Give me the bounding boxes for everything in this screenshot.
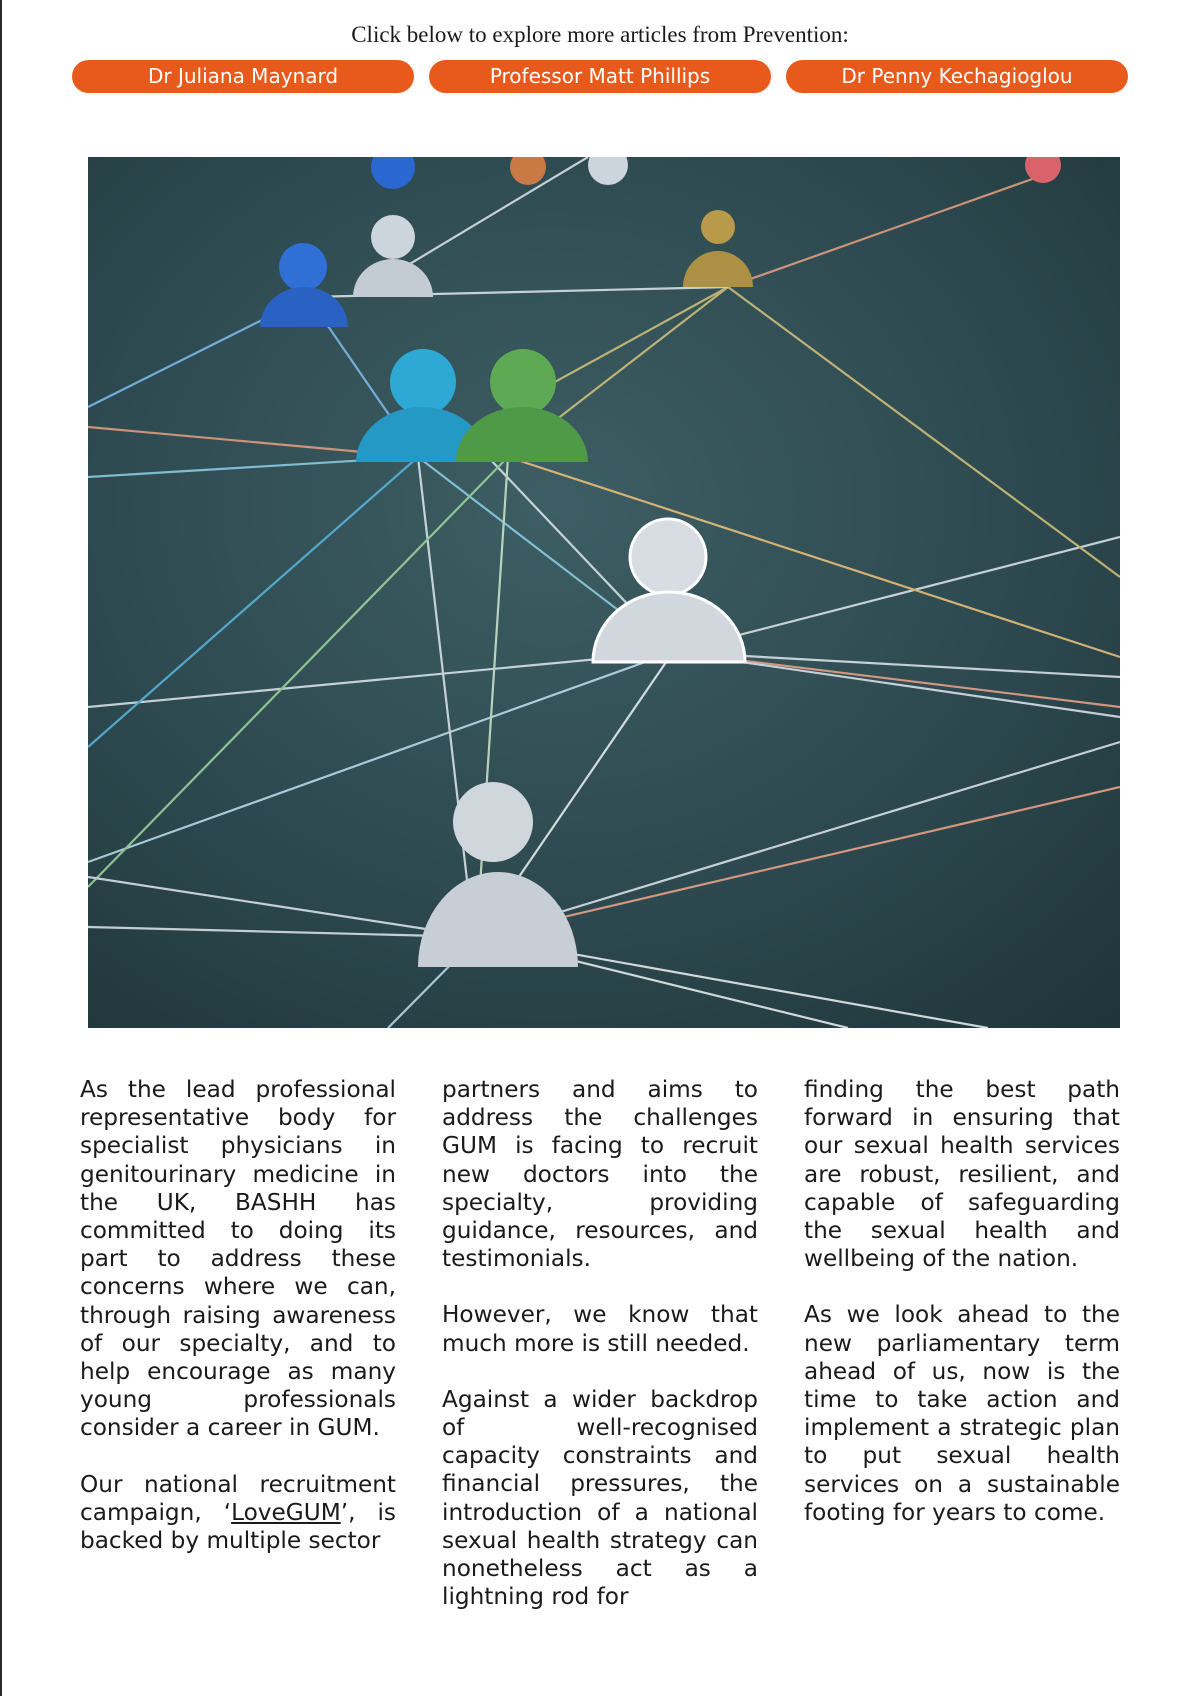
article-column-2 — [442, 1076, 758, 1639]
author-link-juliana-maynard[interactable]: Dr Juliana Maynard — [72, 60, 414, 93]
article-column-1 — [80, 1076, 396, 1583]
article-column-3 — [804, 1076, 1120, 1555]
image-background — [88, 157, 1120, 1028]
page-left-border — [0, 0, 2, 1696]
article-paragraph: As we look ahead to the new parliamentary term ahead of us, now is the time to take action and implement a strategic plan to put sexual health services on a sustainable footing for years to come. — [804, 1301, 1120, 1526]
lovegum-link[interactable]: LoveGUM — [231, 1498, 341, 1526]
article-text: ’, is backed by multiple sector — [80, 1498, 396, 1555]
article-paragraph: partners and aims to address the challenges GUM is facing to recruit new doctors into the specialty, providing guidance, resources, and testimonials. — [442, 1076, 758, 1273]
hero-image-network-figures — [88, 157, 1120, 1028]
article-paragraph: finding the best path forward in ensuring that our sexual health services are robust, resilient, and capable of safeguarding the sexual health and wellbeing of the nation. — [804, 1076, 1120, 1273]
network-illustration — [88, 157, 1120, 1028]
article-paragraph: However, we know that much more is still needed. — [442, 1301, 758, 1357]
article-paragraph: Against a wider backdrop of well-recognised capacity constraints and financial pressures, the introduction of a national sexual health strategy can nonetheless act as a lightning rod for — [442, 1385, 758, 1611]
author-link-matt-phillips[interactable]: Professor Matt Phillips — [429, 60, 771, 93]
article-paragraph — [80, 1471, 396, 1556]
author-link-row — [72, 60, 1128, 93]
explore-heading: Click below to explore more articles from Prevention: — [351, 22, 849, 47]
article-text: Our national recruitment campaign, ‘ — [80, 1470, 396, 1526]
author-link-penny-kechagioglou[interactable]: Dr Penny Kechagioglou — [786, 60, 1128, 93]
article-paragraph: As the lead professional representative body for specialist physicians in genitourinary medicine in the UK, BASHH has committed to doing its part to address these concerns where we can, through raising awareness of our specialty, and to help encourage as many young professionals consider a career in GUM. — [80, 1076, 396, 1442]
